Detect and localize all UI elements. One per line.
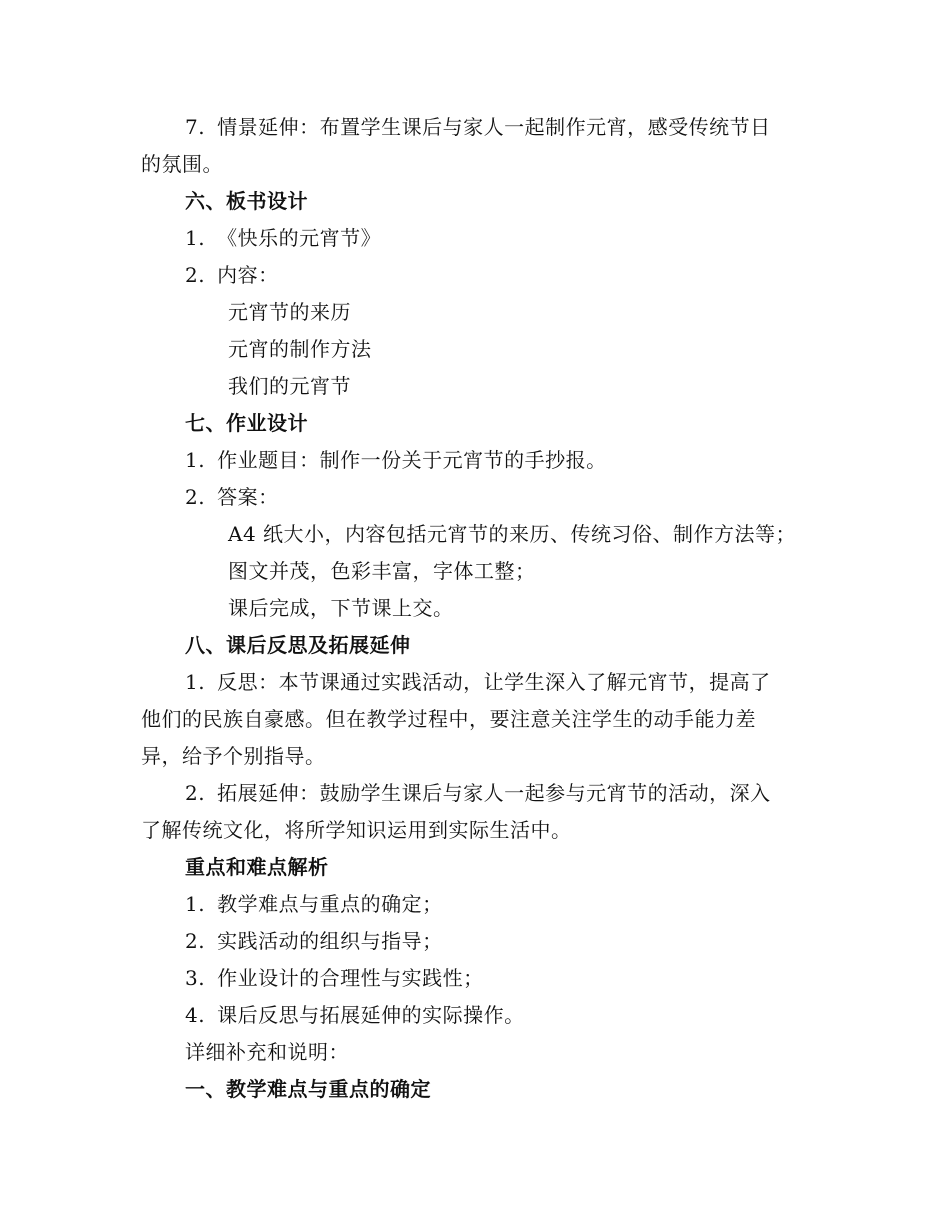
list-number: 3. (185, 966, 206, 990)
section-heading-difficulty: 一、教学难点与重点的确定 (185, 1077, 431, 1101)
list-item (185, 891, 443, 917)
list-number: 2. (185, 781, 206, 805)
list-item-text: 实践活动的组织与指导； (217, 929, 443, 953)
list-number: 2. (185, 263, 206, 287)
paragraph-continuation: 了解传统文化，将所学知识运用到实际生活中。 (141, 818, 572, 842)
section-heading-key-points: 重点和难点解析 (185, 855, 329, 879)
list-item (185, 225, 381, 251)
list-item (185, 928, 443, 954)
paragraph-reflection (185, 669, 771, 695)
list-number: 2. (185, 929, 206, 953)
list-number: 1. (185, 448, 206, 472)
list-number: 1. (185, 892, 206, 916)
paragraph-situation-extension (185, 114, 771, 140)
list-number: 4. (185, 1003, 206, 1027)
section-heading-reflection: 八、课后反思及拓展延伸 (185, 633, 411, 657)
list-item-text: 作业题目：制作一份关于元宵节的手抄报。 (217, 448, 607, 472)
sub-item: 元宵的制作方法 (228, 337, 372, 361)
list-item-text: 课后反思与拓展延伸的实际操作。 (217, 1003, 525, 1027)
list-number: 2. (185, 485, 206, 509)
section-heading-board-design: 六、板书设计 (185, 189, 308, 213)
paragraph-continuation: 异，给予个别指导。 (141, 744, 326, 768)
list-item-text: 教学难点与重点的确定； (217, 892, 443, 916)
paragraph-text: 情景延伸：布置学生课后与家人一起制作元宵，感受传统节日 (217, 115, 771, 139)
list-number: 1. (185, 226, 206, 250)
list-item (185, 484, 279, 510)
paragraph-continuation (141, 151, 223, 177)
list-item (185, 447, 607, 473)
sub-item: A4 纸大小，内容包括元宵节的来历、传统习俗、制作方法等； (228, 522, 797, 546)
sub-item: 课后完成，下节课上交。 (228, 596, 454, 620)
paragraph-text: 拓展延伸：鼓励学生课后与家人一起参与元宵节的活动，深入 (217, 781, 771, 805)
paragraph-detail-intro: 详细补充和说明： (185, 1040, 349, 1064)
sub-item: 元宵节的来历 (228, 300, 351, 324)
list-number: 7. (185, 115, 206, 139)
sub-item: 图文并茂，色彩丰富，字体工整； (228, 559, 536, 583)
list-number: 1. (185, 670, 206, 694)
list-item (185, 1002, 525, 1028)
section-heading-homework-design: 七、作业设计 (185, 411, 308, 435)
list-item-text: 答案： (217, 485, 279, 509)
sub-item: 我们的元宵节 (228, 374, 351, 398)
list-item-text: 作业设计的合理性与实践性； (217, 966, 484, 990)
paragraph-text: 反思：本节课通过实践活动，让学生深入了解元宵节，提高了 (217, 670, 771, 694)
paragraph-extension (185, 780, 771, 806)
list-item (185, 965, 484, 991)
list-item-text: 《快乐的元宵节》 (217, 226, 382, 250)
list-item-text: 内容： (217, 263, 279, 287)
paragraph-text: 的氛围。 (141, 152, 223, 176)
list-item (185, 262, 279, 288)
paragraph-continuation: 他们的民族自豪感。但在教学过程中，要注意关注学生的动手能力差 (141, 707, 756, 731)
